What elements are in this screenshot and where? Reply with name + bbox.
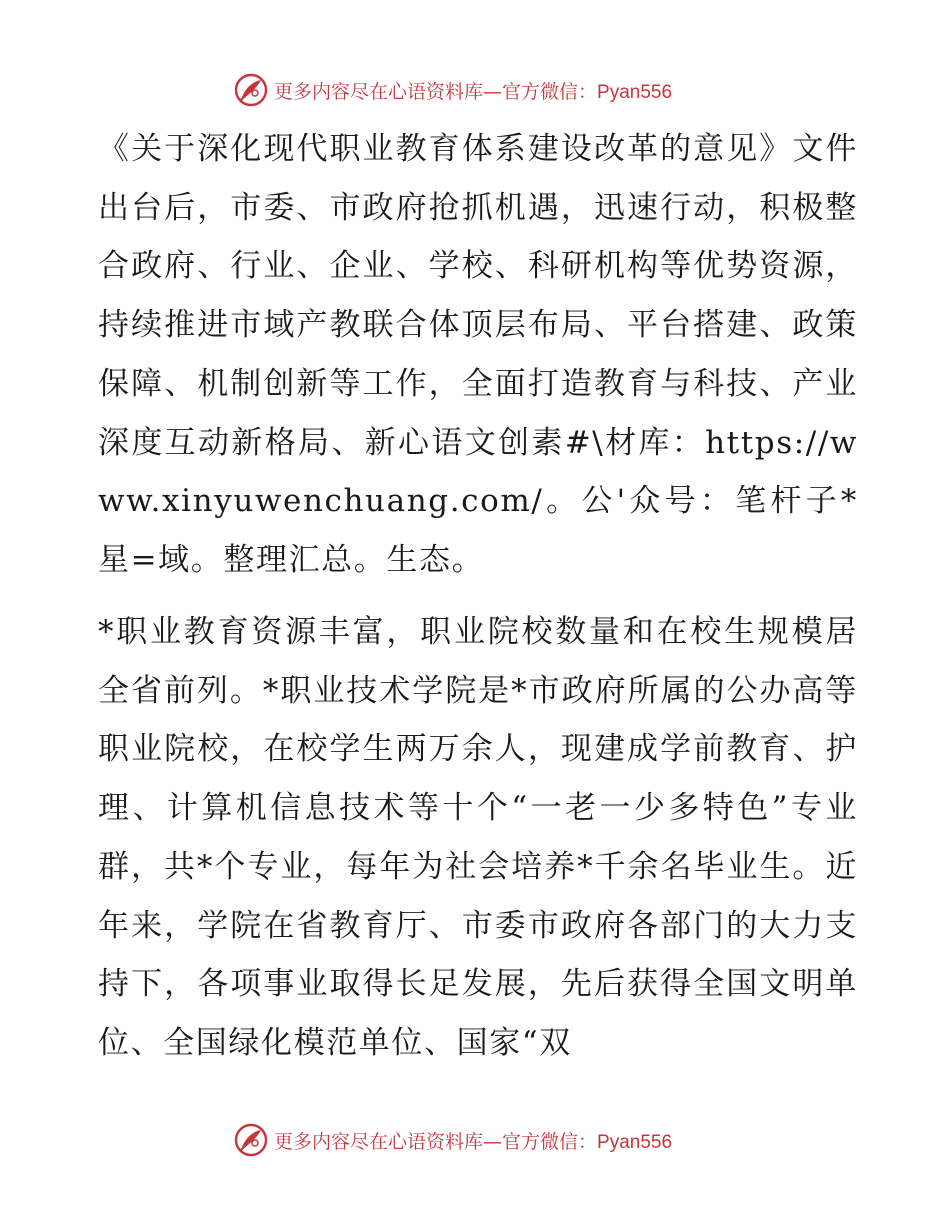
header-watermark <box>234 72 672 108</box>
watermark-text <box>274 77 672 104</box>
watermark-separator: — <box>483 80 503 103</box>
watermark-prefix: 更多内容尽在心语资料库 <box>274 80 484 103</box>
watermark-suffix: 官方微信： <box>502 80 598 103</box>
body-paragraph-1: 《关于深化现代职业教育体系建设改革的意见》文件出台后，市委、市政府抢抓机遇，迅速行动，积极整合政府、行业、企业、学校、科研机构等优势资源，持续推进市域产教联合体顶层布局、平台搭建、政策保障、机制创新等工作，全面打造教育与科技、产业深度互动新格局、新心语文创素#\材库：https://www.xinyuwenchuang.com/。公'众号：笔杆子*星=域。整理汇总。生态。 <box>98 131 858 578</box>
watermark-text <box>274 1127 672 1154</box>
feather-pen-logo-icon <box>234 1123 268 1157</box>
watermark-separator: — <box>483 1130 503 1153</box>
footer-watermark <box>234 1122 672 1158</box>
feather-pen-logo-icon <box>234 73 268 107</box>
body-paragraph-2: *职业教育资源丰富，职业院校数量和在校生规模居全省前列。*职业技术学院是*市政府所属的公办高等职业院校，在校学生两万余人，现建成学前教育、护理、计算机信息技术等十个“一老一少多特色”专业群，共*个专业，每年为社会培养*千余名毕业生。近年来，学院在省教育厅、市委市政府各部门的大力支持下，各项事业取得长足发展，先后获得全国文明单位、全国绿化模范单位、国家“双 <box>98 614 858 1061</box>
watermark-wechat-id: Pyan556 <box>597 81 673 103</box>
watermark-wechat-id: Pyan556 <box>597 1131 673 1153</box>
watermark-suffix: 官方微信： <box>502 1130 598 1153</box>
watermark-prefix: 更多内容尽在心语资料库 <box>274 1130 484 1153</box>
